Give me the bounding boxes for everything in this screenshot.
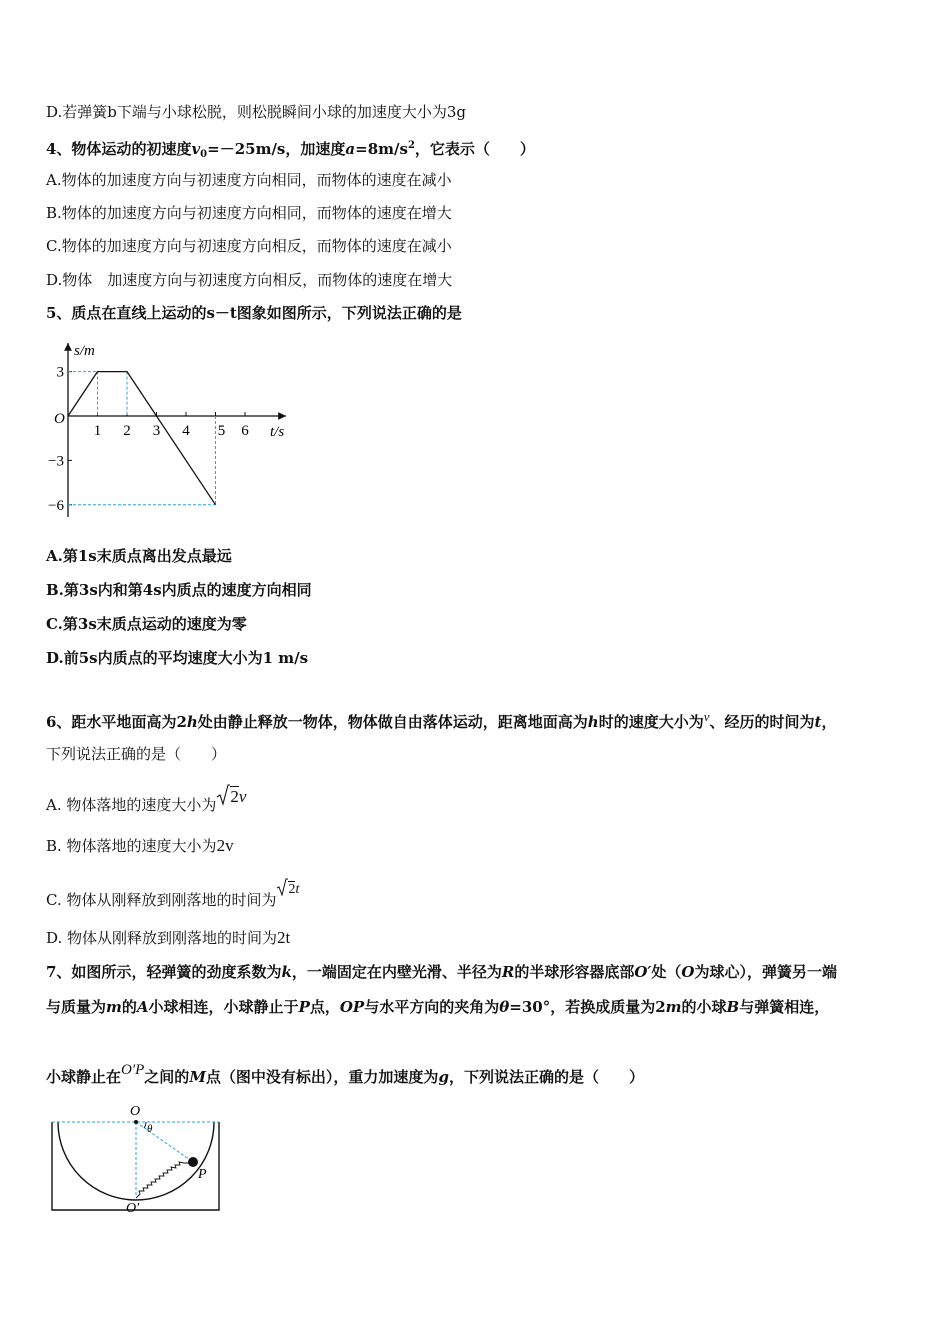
q7-oprime: O′	[634, 963, 652, 981]
q6-option-a-var: v	[238, 787, 247, 806]
q6-text: 处由静止释放一物体，物体做自由落体运动，距离地面高为	[197, 713, 588, 731]
q7-text: 7、如图所示，轻弹簧的劲度系数为	[46, 963, 282, 981]
q7-hemisphere-figure	[46, 1100, 226, 1220]
q6-stem-line2: 下列说法正确的是（ ）	[46, 745, 227, 763]
q4-a: a	[345, 140, 356, 158]
q7-center-point	[134, 1120, 138, 1124]
q7-op: OP	[339, 998, 365, 1016]
q4-option-a: A.物体的加速度方向与初速度方向相同，而物体的速度在减小	[46, 171, 452, 189]
q7-text: 小球相连，小球静止于	[148, 998, 299, 1016]
q7-stem-line2	[46, 997, 829, 1017]
q7-stem-line3	[46, 1052, 644, 1095]
q7-angle-arc	[144, 1122, 146, 1128]
q5-origin: O	[54, 411, 65, 427]
q7-text: 处（	[651, 963, 682, 981]
q5-ytick-label: −6	[48, 497, 64, 514]
q7-m: m	[106, 998, 122, 1016]
q7-o: O	[681, 963, 695, 981]
q7-a: A	[136, 998, 149, 1016]
q7-text: 点，	[309, 998, 340, 1016]
q7-label-p: P	[198, 1167, 207, 1182]
q7-text: 小球静止在	[46, 1068, 122, 1086]
q4-sup: 2	[407, 140, 415, 151]
q7-p: P	[298, 998, 310, 1016]
q7-text: 与水平方向的夹角为	[364, 998, 500, 1016]
q7-spring	[136, 1162, 193, 1198]
q5-xtick-label: 2	[123, 423, 131, 439]
q7-text: 点（图中没有标出），重力加速度为	[205, 1068, 439, 1086]
q5-ytick-label: 3	[56, 364, 64, 381]
q4-stem-part: =－25m/s，加速度	[207, 140, 346, 158]
q7-label-oprime: O′	[126, 1201, 140, 1216]
q7-ball	[188, 1157, 198, 1167]
q7-label-o: O	[130, 1104, 141, 1119]
q7-label-theta: θ	[147, 1123, 153, 1135]
q6-option-a-sqrt	[216, 782, 239, 812]
q5-xtick-label: 5	[217, 423, 226, 439]
q6-option-a-text: A. 物体落地的速度大小为	[46, 796, 217, 814]
q4-option-c: C.物体的加速度方向与初速度方向相反，而物体的速度在减小	[46, 237, 452, 255]
q7-text: 与弹簧相连，	[739, 998, 830, 1016]
q6-option-d-expr: 2t	[277, 928, 291, 947]
q5-xtick-label: 4	[182, 423, 190, 439]
q7-text: 的小球	[681, 998, 727, 1016]
q3-option-d: D.若弹簧b下端与小球松脱，则松脱瞬间小球的加速度大小为3g	[46, 103, 467, 121]
q7-text: 为球心），弹簧另一端	[694, 963, 837, 981]
q6-option-c	[46, 873, 299, 915]
q5-stem: 5、质点在直线上运动的s－t图象如图所示，下列说法正确的是	[46, 304, 462, 322]
q6-option-a	[46, 782, 246, 820]
q7-text: 之间的	[144, 1068, 190, 1086]
q7-text: 的半球形容器底部	[514, 963, 635, 981]
q6-v: v	[703, 709, 710, 724]
q6-h: h	[186, 713, 198, 731]
q7-oprime-p: O′P	[121, 1062, 145, 1078]
q4-stem-part: 4、物体运动的初速度	[46, 140, 192, 158]
q5-ytick-label: −3	[48, 453, 64, 470]
q7-k: k	[281, 963, 292, 981]
q7-text: ，下列说法正确的是（ ）	[448, 1068, 644, 1086]
q6-text: 6、距水平地面高为2	[46, 713, 187, 731]
q6-option-b-text: B. 物体落地的速度大小为	[46, 837, 217, 855]
q6-option-b	[46, 836, 234, 856]
q7-m-point: M	[189, 1068, 206, 1086]
q5-option-a: A.第1s末质点离出发点最远	[46, 547, 232, 565]
q7-g: g	[438, 1068, 449, 1086]
q6-stem-line1	[46, 707, 836, 732]
q5-st-line	[68, 372, 216, 505]
q6-text: 时的速度大小为	[598, 713, 704, 731]
q5-xlabel: t/s	[270, 424, 285, 440]
q5-xtick-label: 1	[93, 423, 102, 439]
q6-text: ，	[821, 713, 837, 731]
q7-m: m	[665, 998, 682, 1016]
q4-option-b: B.物体的加速度方向与初速度方向相同，而物体的速度在增大	[46, 204, 452, 222]
q6-text: 、经历的时间为	[709, 713, 815, 731]
q4-stem-part: ，它表示（ ）	[414, 140, 535, 158]
q7-text: =30°，若换成质量为2	[509, 998, 666, 1016]
q4-option-d: D.物体 加速度方向与初速度方向相反，而物体的速度在增大	[46, 271, 453, 289]
q7-text: 的	[121, 998, 137, 1016]
q4-v0: v	[191, 140, 201, 158]
q5-st-graph	[40, 335, 300, 525]
q4-stem-part: =8m/s	[355, 140, 408, 158]
q6-option-d	[46, 928, 290, 948]
q5-ylabel: s/m	[74, 343, 95, 359]
q6-option-c-sqrt	[276, 873, 295, 905]
q6-option-b-expr: 2v	[216, 836, 234, 855]
q5-xtick-label: 6	[241, 423, 249, 439]
q6-option-a-radicand: 2	[230, 787, 239, 806]
q5-option-c: C.第3s末质点运动的速度为零	[46, 615, 247, 633]
q6-option-d-text: D. 物体从刚释放到刚落地的时间为	[46, 929, 278, 947]
q7-stem-line1	[46, 962, 837, 982]
q4-v0-sub: 0	[200, 149, 208, 160]
q7-b: B	[726, 998, 740, 1016]
q7-r: R	[501, 963, 515, 981]
q5-xtick-label: 3	[152, 423, 161, 439]
q6-option-c-radicand: 2	[288, 882, 296, 897]
q6-h: h	[587, 713, 599, 731]
q7-theta: θ	[499, 998, 510, 1016]
q6-option-c-text: C. 物体从刚释放到刚落地的时间为	[46, 891, 277, 909]
q6-t: t	[814, 713, 822, 731]
q6-option-c-var: t	[295, 882, 300, 897]
q4-stem	[46, 136, 535, 165]
q5-option-d: D.前5s内质点的平均速度大小为1 m/s	[46, 649, 309, 667]
q7-text: ，一端固定在内壁光滑、半径为	[291, 963, 502, 981]
q5-option-b: B.第3s内和第4s内质点的速度方向相同	[46, 581, 312, 599]
q7-text: 与质量为	[46, 998, 107, 1016]
